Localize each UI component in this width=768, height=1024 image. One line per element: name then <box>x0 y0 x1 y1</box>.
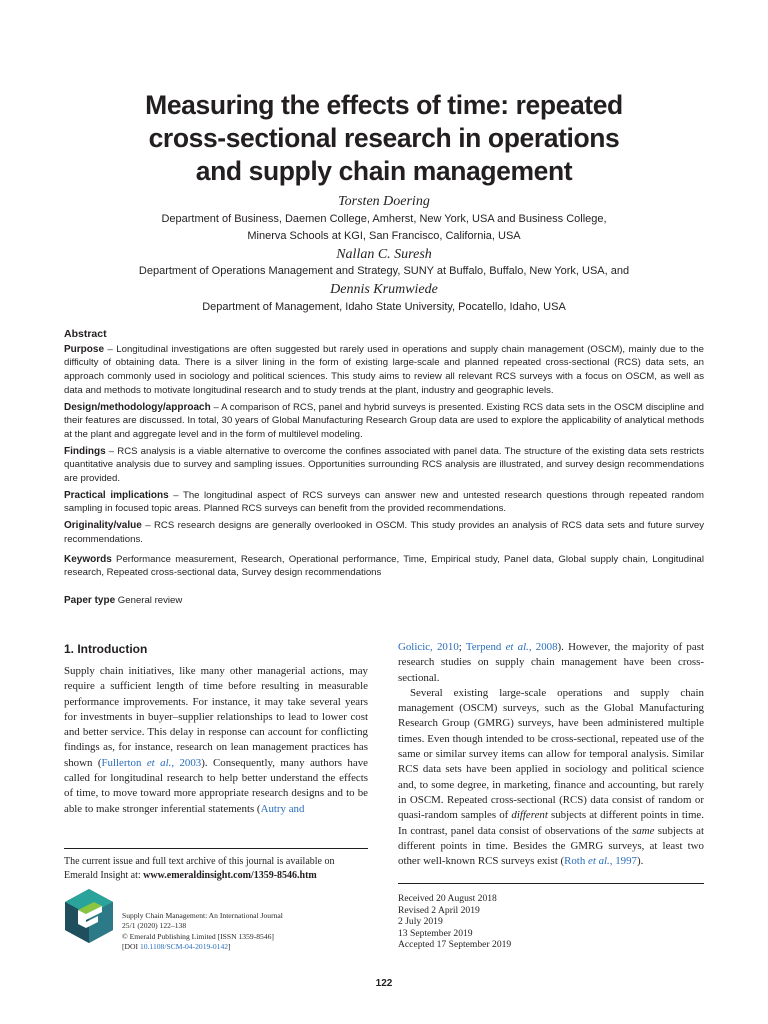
abstract-heading: Abstract <box>64 328 107 340</box>
journal-line: © Emerald Publishing Limited [ISSN 1359-8546] <box>122 931 274 941</box>
papertype-text: General review <box>115 594 183 606</box>
archive-note <box>64 855 370 883</box>
journal-line: Supply Chain Management: An International Journal <box>122 911 283 920</box>
author-name: Nallan C. Suresh <box>336 247 432 262</box>
originality-label: Originality/value <box>64 520 142 532</box>
body-text: Several existing large-scale operations and supply chain management (OSCM) surveys, such as the Global Manufacturing Research Group (GMRG) surveys, have been administered multiple times. Even though intended to be cross-sectional, repeated use of the same or similar survey items can allow for temporal analysis. Similar RCS data sets have been applied in sociology and political science and, to some degree, in marketing, finance and accounting, but rarely in OSCM. Repeated cross-sectional (RCS) data consist of random or quasi-random samples of <box>398 686 704 822</box>
affiliation-line: Department of Operations Management and Strategy, SUNY at Buffalo, Buffalo, New York, USA, and <box>138 265 630 277</box>
keywords-text: Performance measurement, Research, Operational performance, Time, Empirical study, Panel data, Global supply chain, Longitudinal research, Repeated cross-sectional data, Survey design recommendations <box>64 553 704 579</box>
abstract-practical <box>64 489 704 516</box>
title-line: cross-sectional research in operations <box>148 123 620 153</box>
affiliation-line: Department of Business, Daemen College, Amherst, New York, USA and Business College, <box>161 213 607 225</box>
date-line: Received 20 August 2018 <box>398 893 497 904</box>
citation-link[interactable]: Autry and <box>260 802 305 815</box>
journal-line: 25/1 (2020) 122–138 <box>122 921 187 931</box>
citation-link[interactable]: Roth et al., 1997 <box>564 855 637 868</box>
date-line: Accepted 17 September 2019 <box>398 939 512 951</box>
title-line: and supply chain management <box>195 156 573 186</box>
originality-text: – RCS research designs are generally overlooked in OSCM. This study provides an analysis of RCS data sets and future survey recommendations. <box>64 520 704 545</box>
doi-line: [DOI 10.1108/SCM-04-2019-0142] <box>122 942 231 952</box>
practical-label: Practical implications <box>64 489 169 501</box>
citation-link[interactable]: Fullerton et al., 2003 <box>101 756 202 769</box>
affiliation-line: Minerva Schools at KGI, San Francisco, California, USA <box>247 230 521 242</box>
citation-link[interactable]: Terpend et al., 2008 <box>465 641 558 653</box>
date-line: Revised 2 April 2019 <box>398 904 480 916</box>
section-heading: 1. Introduction <box>64 642 148 656</box>
design-text: – A comparison of RCS, panel and hybrid surveys is presented. Existing RCS data sets in the OSCM discipline and their features are discussed. In total, 30 years of Global Manufacturing Research Group data are used to explore the applicability of analytical methods at the plant and aggregate level and in the form of multilevel modeling. <box>64 401 704 440</box>
intro-paragraph <box>398 686 704 870</box>
archive-url-link[interactable]: www.emeraldinsight.com/1359-8546.htm <box>143 870 317 881</box>
paper-type <box>64 594 704 608</box>
keywords-label: Keywords <box>64 553 112 565</box>
body-text: subjects at different points in time. Besides the GMRG surveys, at least two other well-known RCS surveys exist ( <box>398 824 704 868</box>
page-number: 122 <box>375 978 393 989</box>
doi-link[interactable]: 10.1108/SCM-04-2019-0142 <box>139 942 229 952</box>
abstract <box>64 328 704 611</box>
emphasis-text: same <box>632 824 655 837</box>
date-line: 2 July 2019 <box>398 916 443 928</box>
journal-info <box>122 911 352 953</box>
emerald-publishing-logo-icon <box>64 888 114 944</box>
author-name: Dennis Krumwiede <box>330 282 438 297</box>
body-text: ). Consequently, many authors have called for longitudinal research to help better understand the effects of time, to move toward more appropriate research designs and to be able to make stronger inferential statements ( <box>64 756 368 815</box>
practical-text: – The longitudinal aspect of RCS surveys can answer new and untested research questions through repeated random sampling in focused topic areas. Planned RCS surveys can benefit from the provided recommendations. <box>64 489 704 515</box>
abstract-originality <box>64 519 704 546</box>
findings-label: Findings <box>64 445 106 457</box>
received-dates <box>398 893 598 951</box>
abstract-purpose <box>64 343 704 398</box>
author-affiliation <box>60 211 708 245</box>
author-affiliation <box>60 263 708 280</box>
divider <box>64 848 368 849</box>
paper-title <box>60 89 708 188</box>
body-text: subjects at different points in time. In contrast, panel data consist of observations of the <box>398 809 704 837</box>
intro-paragraph <box>64 664 368 817</box>
keywords <box>64 553 704 580</box>
author-affiliation <box>60 299 708 316</box>
abstract-design <box>64 401 704 442</box>
body-text: ). However, the majority of past research studies on supply chain management have been cross-sectional. <box>398 641 704 684</box>
emphasis-text: different <box>511 809 548 822</box>
purpose-text: – Longitudinal investigations are often suggested but rarely used in operations and supply chain management (OSCM), mainly due to the difficulty of obtaining data. There is a silver lining in the form of existing large-scale and planned repeated cross-sectional (RCS) data sets, an approach commonly used in sociology and political sciences. This study aims to review all relevant RCS surveys with a focus on OSCM, as well as data and methods to motivate longitudinal research and to study trends at the plant, industry and geographic levels. <box>64 343 704 396</box>
divider <box>398 883 704 884</box>
papertype-label: Paper type <box>64 594 116 606</box>
affiliation-line: Department of Management, Idaho State University, Pocatello, Idaho, USA <box>202 301 566 313</box>
archive-text: The current issue and full text archive of this journal is available on Emerald Insight at: <box>64 856 335 881</box>
body-text: ; <box>458 641 466 653</box>
body-text: ). <box>637 855 644 868</box>
intro-paragraph <box>398 640 704 686</box>
body-text: Supply chain initiatives, like many other managerial actions, may require a sufficient length of time before resulting in measurable performance improvements. For instance, it may take several years for investments in buyer–supplier relationships to lead to lower cost and better service. This delay in response can account for conflicting findings as, for instance, research on lean management practices has shown ( <box>64 665 368 769</box>
findings-text: – RCS analysis is a viable alternative to overcome the confines associated with panel data. The structure of the existing data sets restricts quantitative analysis due to survey and sampling issues. Opportunities surrounding RCS analysis are illustrated, and survey design recommendations are provided. <box>64 445 704 485</box>
design-label: Design/methodology/approach <box>64 401 211 413</box>
citation-link[interactable]: Golicic, 2010 <box>398 641 459 653</box>
purpose-label: Purpose <box>64 343 105 355</box>
title-line: Measuring the effects of time: repeated <box>145 90 623 120</box>
right-column <box>398 640 704 869</box>
left-column <box>64 664 368 817</box>
author-name: Torsten Doering <box>338 194 430 209</box>
abstract-findings <box>64 445 704 486</box>
date-line: 13 September 2019 <box>398 927 473 939</box>
